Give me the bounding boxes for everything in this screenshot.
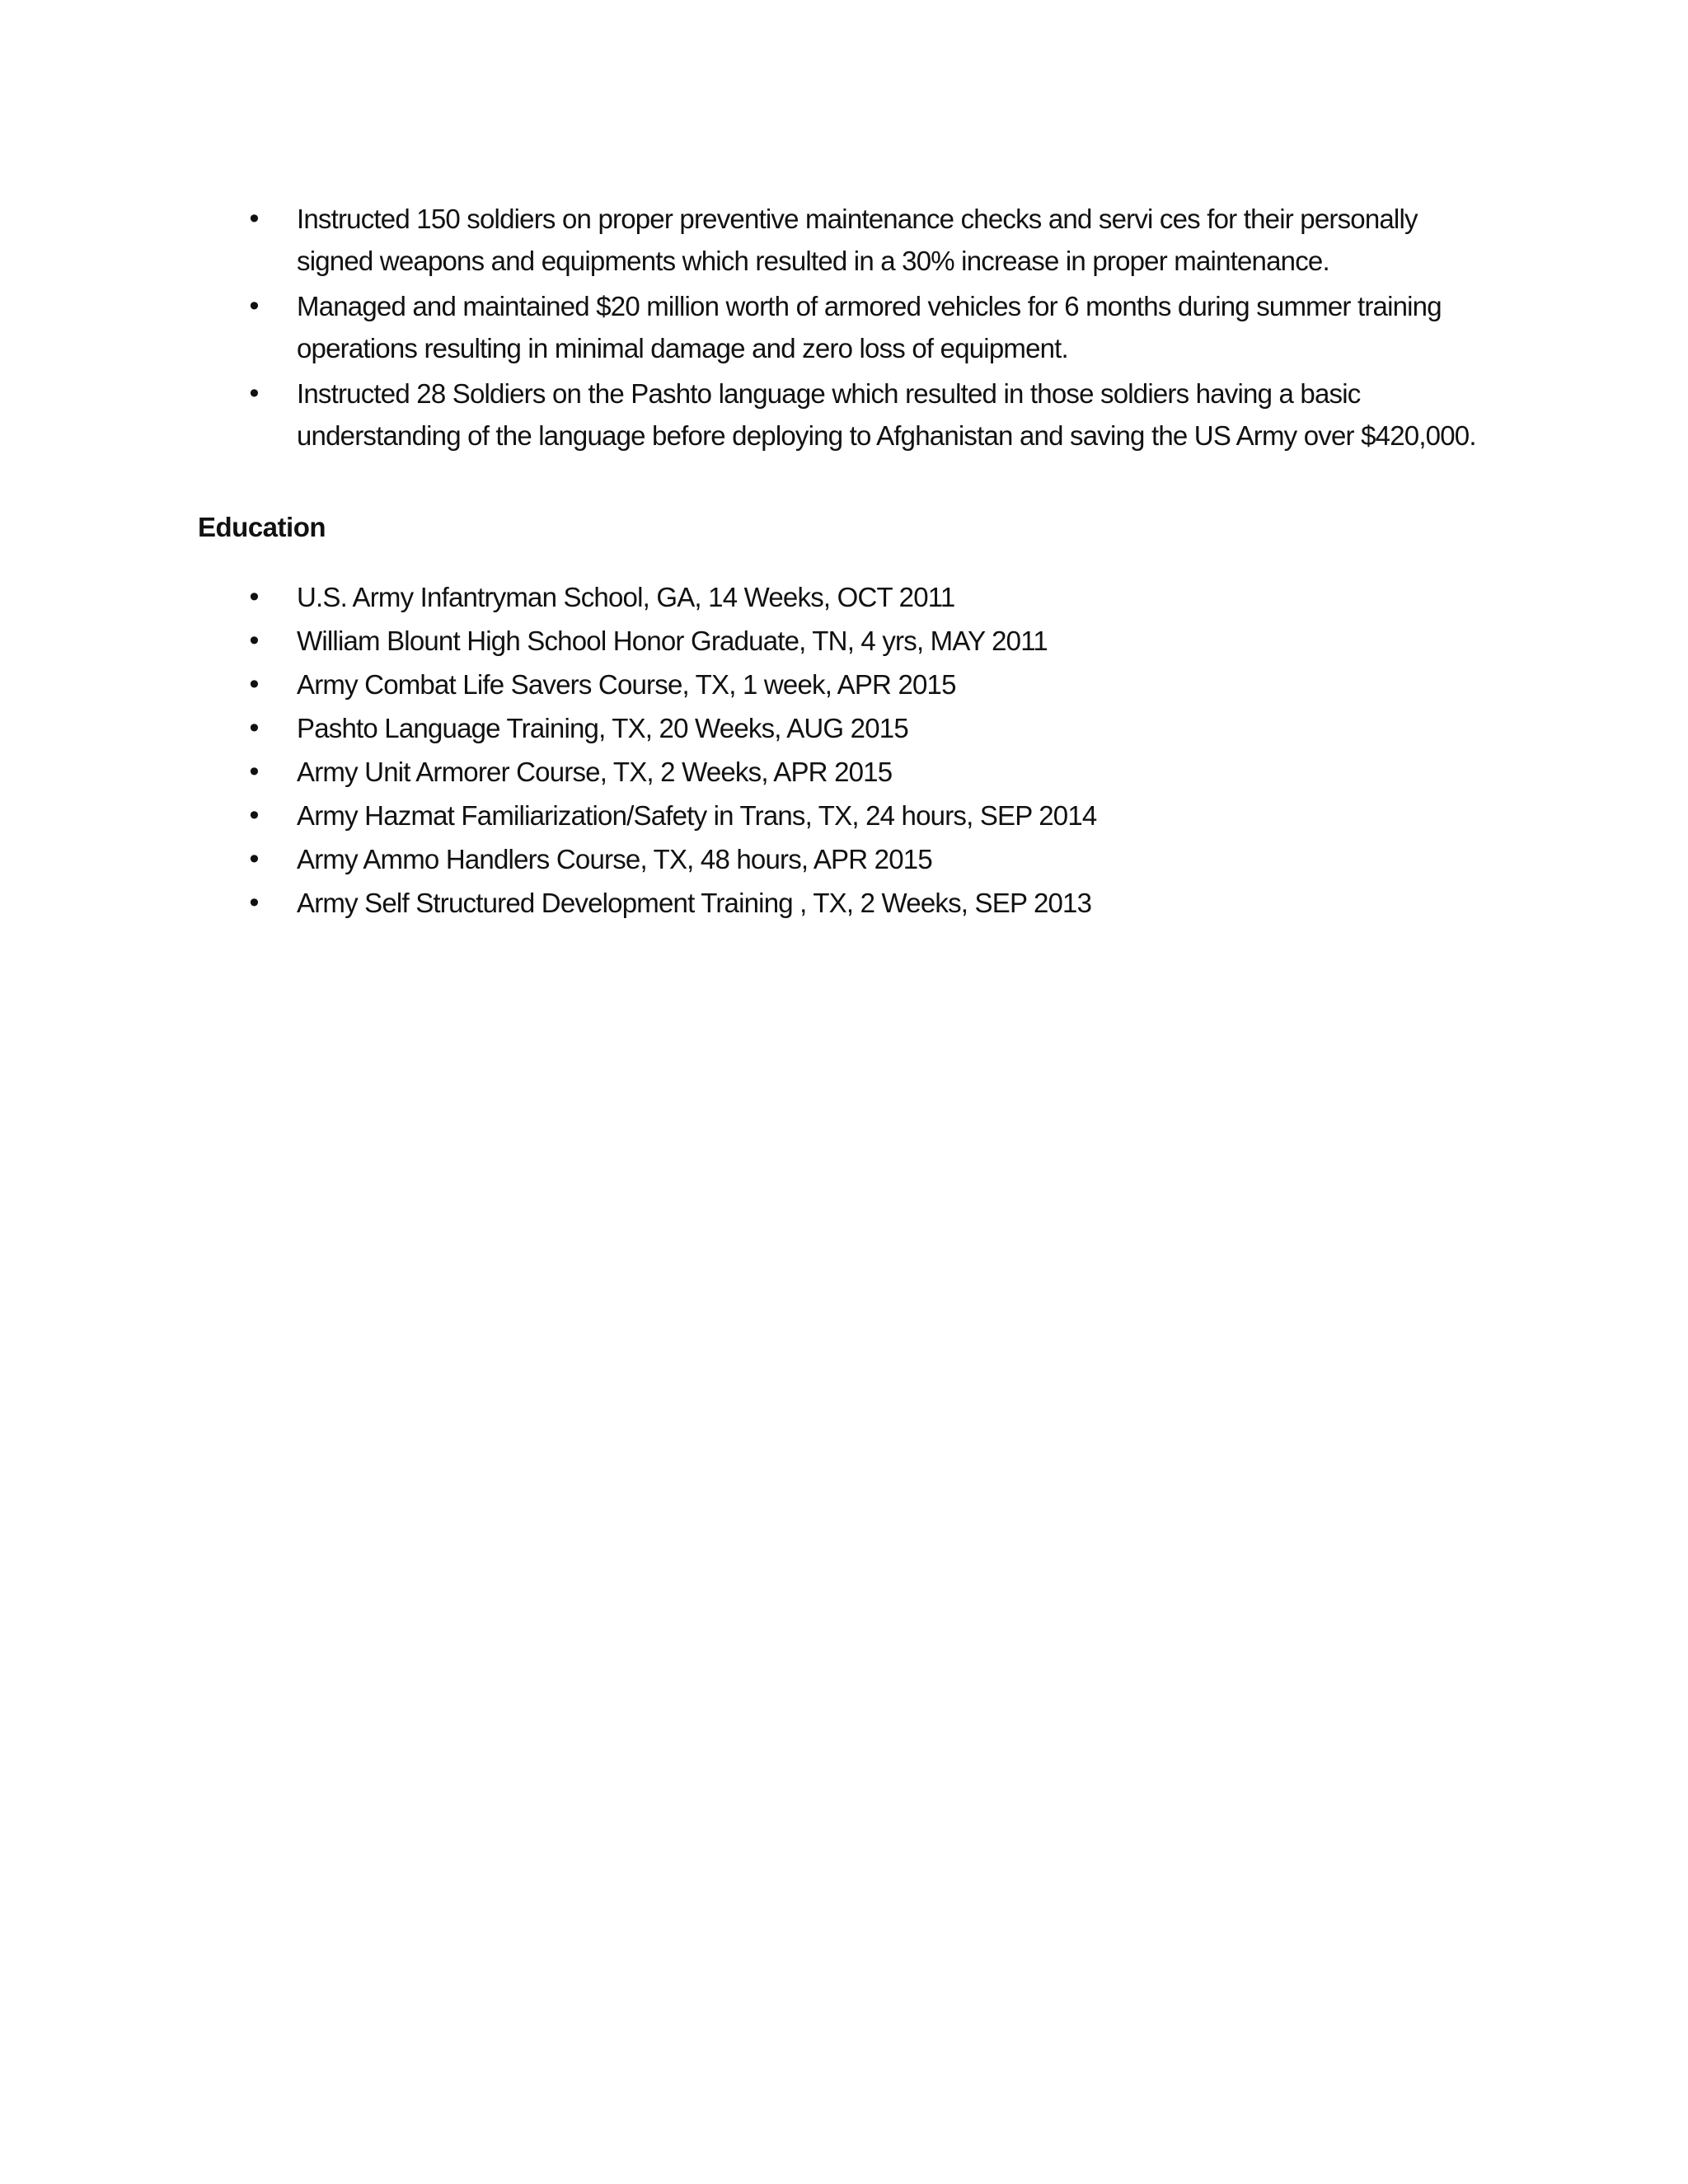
- education-item-text: Army Hazmat Familiarization/Safety in Trans, TX, 24 hours, SEP 2014: [297, 800, 1097, 831]
- education-heading: Education: [198, 512, 326, 542]
- bullet-icon: •: [249, 581, 259, 612]
- list-item: [198, 285, 1484, 369]
- education-item-text: U.S. Army Infantryman School, GA, 14 Weeks, OCT 2011: [297, 582, 955, 612]
- list-item: [198, 373, 1484, 457]
- education-item-text: Army Unit Armorer Course, TX, 2 Weeks, APR 2015: [297, 757, 893, 787]
- list-item: [198, 576, 1484, 618]
- education-item-text: Pashto Language Training, TX, 20 Weeks, AUG 2015: [297, 713, 908, 743]
- achievements-list: [198, 198, 1484, 457]
- achievement-text: Instructed 28 Soldiers on the Pashto language which resulted in those soldiers having a basic understanding of the language before deploying to Afghanistan and saving the US Army over $420,000.: [297, 378, 1476, 451]
- education-item-text: Army Combat Life Savers Course, TX, 1 week, APR 2015: [297, 669, 956, 700]
- bullet-icon: •: [249, 377, 259, 409]
- list-item: [198, 838, 1484, 880]
- bullet-icon: •: [249, 756, 259, 787]
- list-item: [198, 663, 1484, 705]
- resume-content: [198, 198, 1484, 926]
- achievement-text: Instructed 150 soldiers on proper preventive maintenance checks and servi ces for their personally signed weapons and equipments which resulted in a 30% increase in proper maintenance.: [297, 204, 1418, 276]
- list-item: [198, 882, 1484, 924]
- achievement-text: Managed and maintained $20 million worth of armored vehicles for 6 months during summer training operations resulting in minimal damage and zero loss of equipment.: [297, 291, 1442, 363]
- bullet-icon: •: [249, 290, 259, 321]
- list-item: [198, 198, 1484, 282]
- list-item: [198, 707, 1484, 749]
- list-item: [198, 751, 1484, 793]
- bullet-icon: •: [249, 712, 259, 743]
- list-item: [198, 620, 1484, 662]
- bullet-icon: •: [249, 625, 259, 656]
- bullet-icon: •: [249, 887, 259, 918]
- bullet-icon: •: [249, 668, 259, 700]
- bullet-icon: •: [249, 843, 259, 874]
- education-item-text: Army Ammo Handlers Course, TX, 48 hours, APR 2015: [297, 844, 932, 874]
- education-item-text: William Blount High School Honor Graduate, TN, 4 yrs, MAY 2011: [297, 626, 1048, 656]
- list-item: [198, 794, 1484, 837]
- bullet-icon: •: [249, 799, 259, 831]
- bullet-icon: •: [249, 203, 259, 234]
- education-list: [198, 576, 1484, 924]
- education-item-text: Army Self Structured Development Training , TX, 2 Weeks, SEP 2013: [297, 888, 1092, 918]
